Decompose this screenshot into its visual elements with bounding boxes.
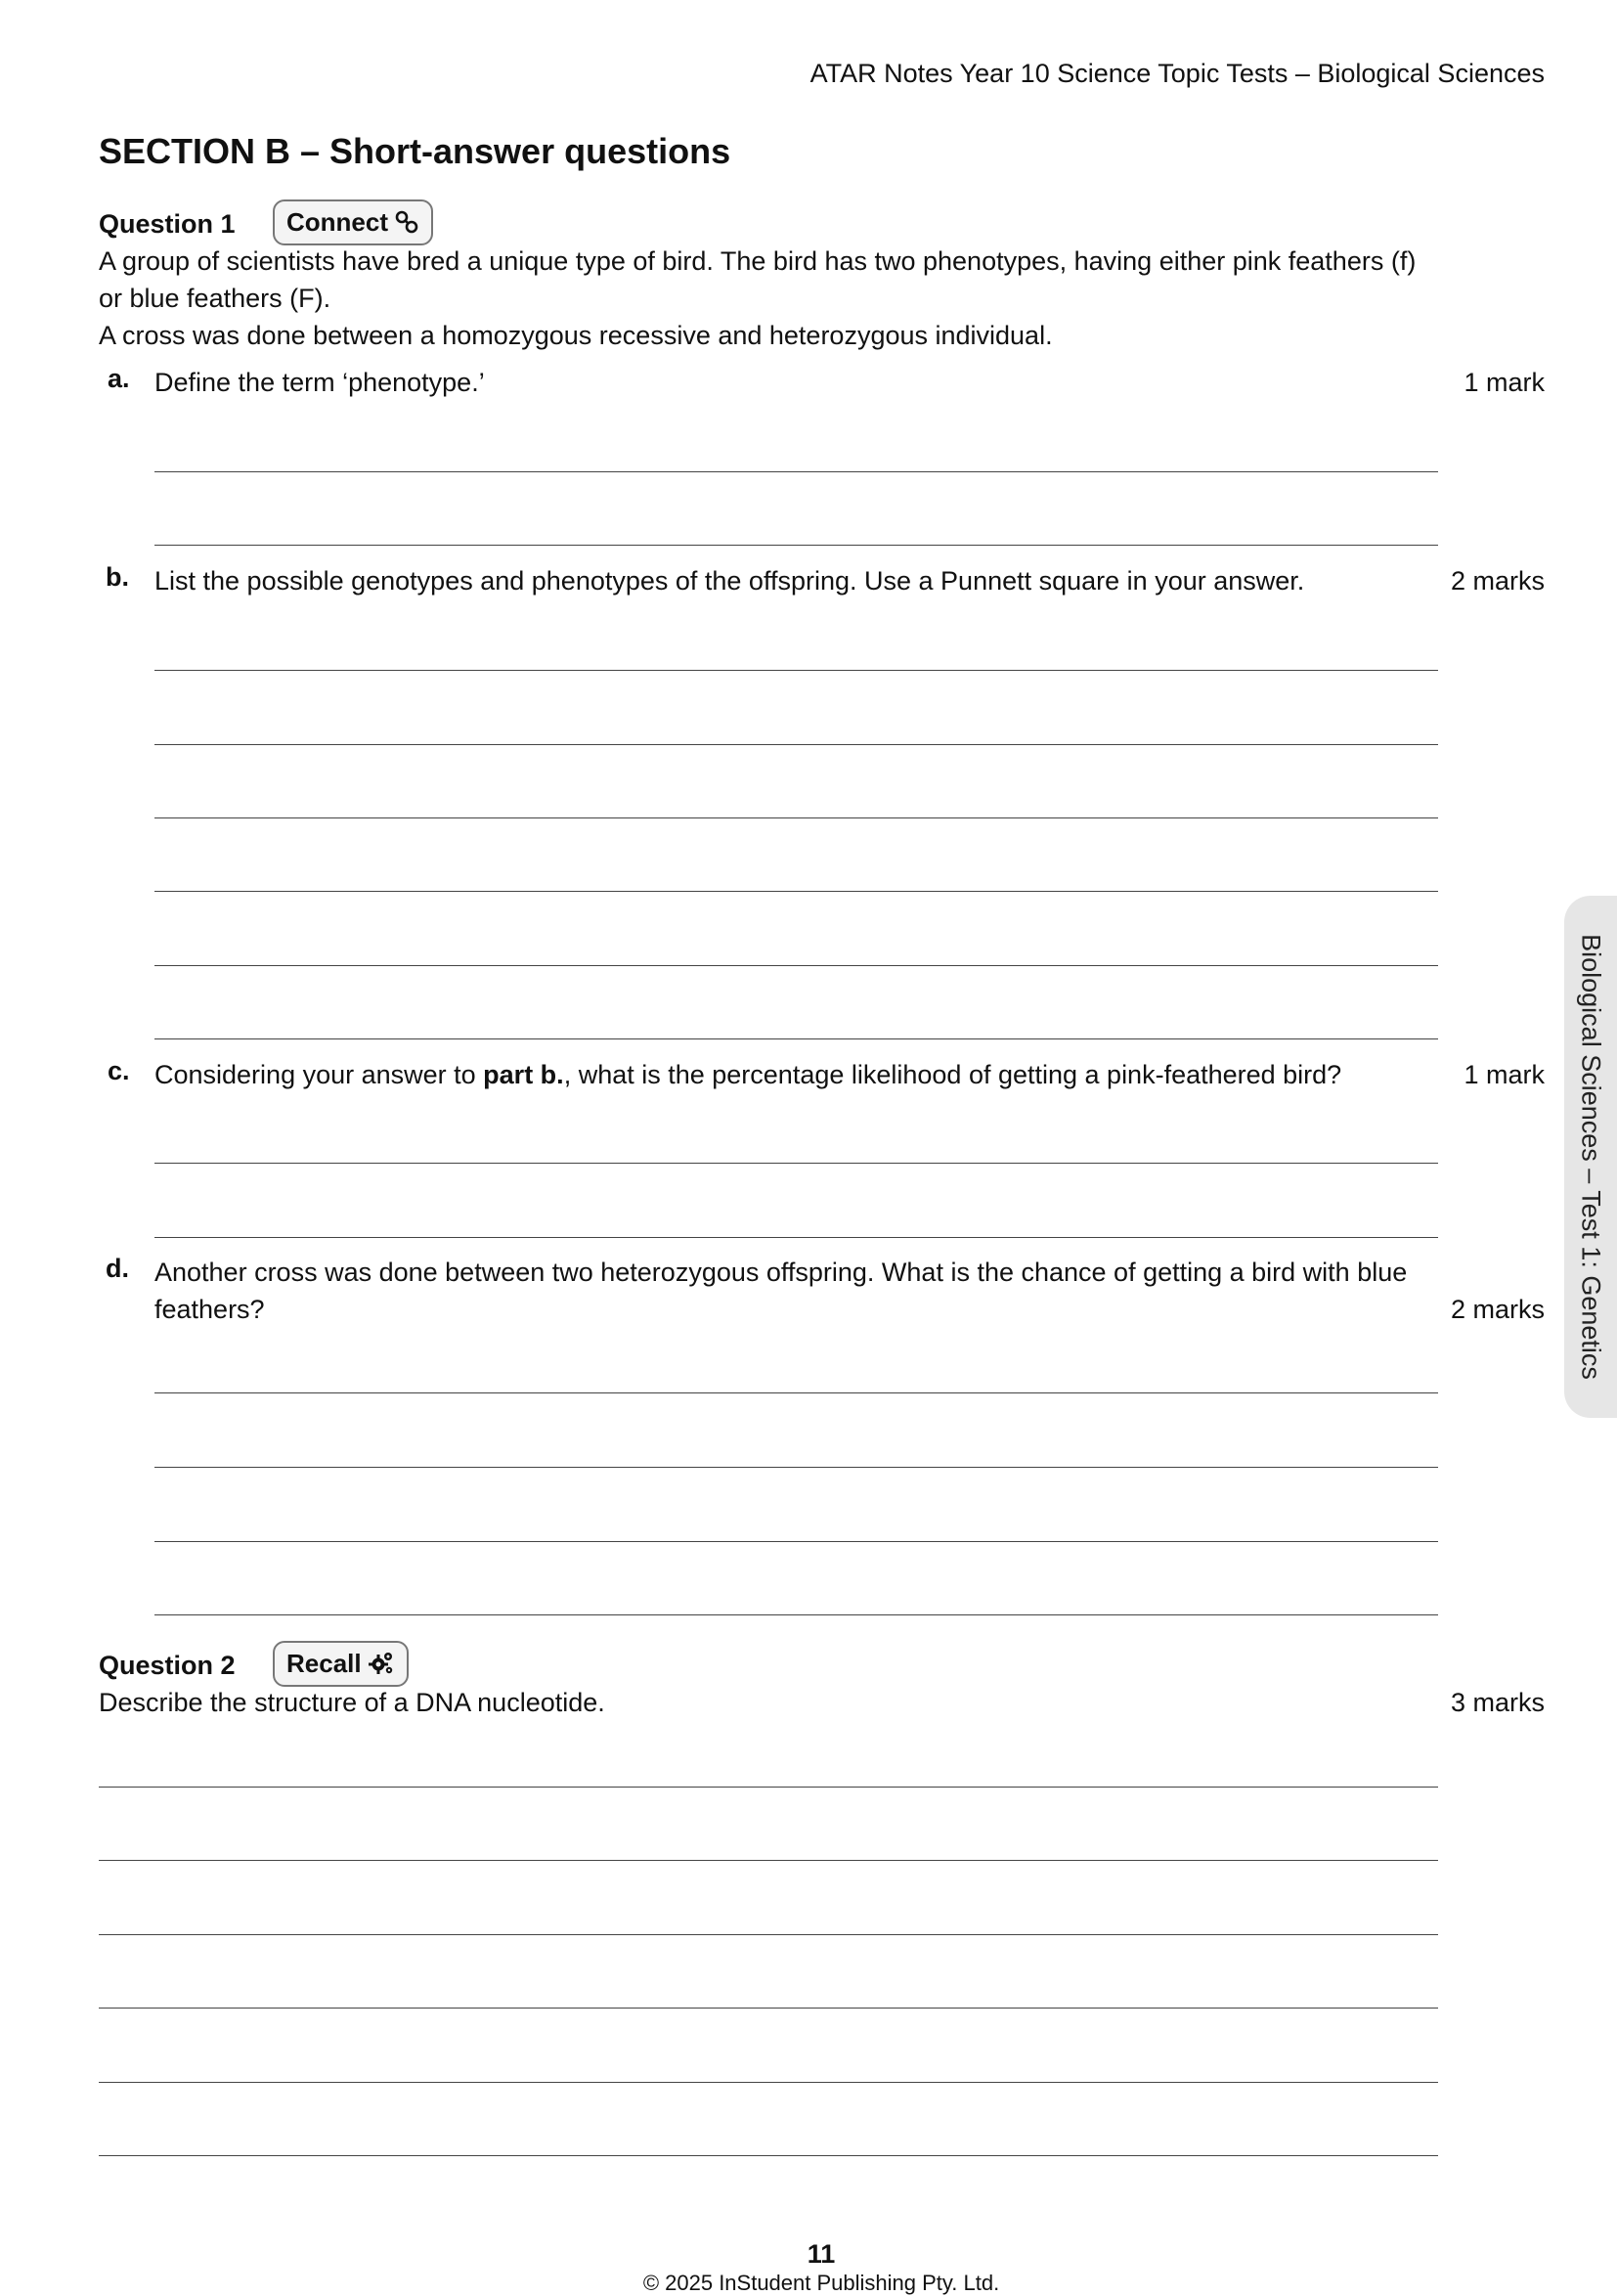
answer-line[interactable] — [99, 1934, 1438, 1935]
connect-badge-label: Connect — [286, 206, 388, 237]
question-2-text: Describe the structure of a DNA nucleotide. — [99, 1688, 605, 1717]
answer-line[interactable] — [99, 1860, 1438, 1861]
answer-line[interactable] — [154, 1237, 1438, 1238]
part-c-text — [154, 1056, 1341, 1093]
part-b-text: List the possible genotypes and phenotypes of the offspring. Use a Punnett square in your answer. — [154, 566, 1305, 596]
side-tab-label: Biological Sciences – Test 1: Genetics — [1576, 934, 1606, 1380]
part-d-text-line-2: feathers? — [154, 1295, 265, 1324]
side-tab — [1564, 896, 1617, 1418]
part-c-text-after: , what is the percentage likelihood of getting a pink-feathered bird? — [563, 1060, 1342, 1089]
answer-line[interactable] — [154, 1541, 1438, 1542]
part-c-letter: c. — [108, 1056, 130, 1085]
page-number: 11 — [807, 2239, 836, 2269]
question-1-stem-line-2: or blue feathers (F). — [99, 284, 331, 313]
recall-badge-label: Recall — [286, 1648, 362, 1678]
part-d-marks: 2 marks — [1450, 1295, 1545, 1324]
answer-line[interactable] — [154, 1614, 1438, 1615]
question-2-label: Question 2 — [99, 1651, 236, 1680]
part-c-text-before: Considering your answer to — [154, 1060, 484, 1089]
answer-line[interactable] — [154, 965, 1438, 966]
answer-line[interactable] — [154, 891, 1438, 892]
part-b-marks: 2 marks — [1450, 566, 1545, 596]
part-a-text: Define the term ‘phenotype.’ — [154, 368, 485, 397]
part-a-marks: 1 mark — [1464, 368, 1545, 397]
answer-line[interactable] — [154, 670, 1438, 671]
answer-line[interactable] — [154, 545, 1438, 546]
answer-line[interactable] — [154, 1392, 1438, 1393]
part-a-letter: a. — [108, 364, 130, 393]
question-1-stem-line-1: A group of scientists have bred a unique type of bird. The bird has two phenotypes, having either pink feathers (f) — [99, 246, 1417, 276]
link-icon — [394, 209, 419, 235]
answer-line[interactable] — [99, 2008, 1438, 2009]
question-1-stem-line-3: A cross was done between a homozygous recessive and heterozygous individual. — [99, 321, 1053, 350]
answer-line[interactable] — [154, 1467, 1438, 1468]
part-d-letter: d. — [106, 1254, 129, 1283]
answer-line[interactable] — [154, 744, 1438, 745]
gears-icon — [368, 1650, 395, 1677]
answer-line[interactable] — [154, 1038, 1438, 1039]
answer-line[interactable] — [99, 2082, 1438, 2083]
running-header: ATAR Notes Year 10 Science Topic Tests – Biological Sciences — [809, 59, 1545, 88]
answer-line[interactable] — [154, 817, 1438, 818]
part-c-marks: 1 mark — [1464, 1060, 1545, 1089]
answer-line[interactable] — [154, 1163, 1438, 1164]
connect-badge — [273, 199, 433, 245]
answer-line[interactable] — [154, 471, 1438, 472]
recall-badge — [273, 1641, 409, 1687]
answer-line[interactable] — [99, 1787, 1438, 1788]
question-2-marks: 3 marks — [1450, 1688, 1545, 1717]
question-1-label: Question 1 — [99, 209, 236, 239]
answer-line[interactable] — [99, 2155, 1438, 2156]
copyright: © 2025 InStudent Publishing Pty. Ltd. — [642, 2271, 1000, 2295]
part-d-text-line-1: Another cross was done between two heterozygous offspring. What is the chance of getting a bird with blue — [154, 1258, 1408, 1287]
section-title: SECTION B – Short-answer questions — [99, 131, 731, 171]
part-b-letter: b. — [106, 562, 129, 592]
part-c-text-bold: part b. — [483, 1060, 564, 1089]
